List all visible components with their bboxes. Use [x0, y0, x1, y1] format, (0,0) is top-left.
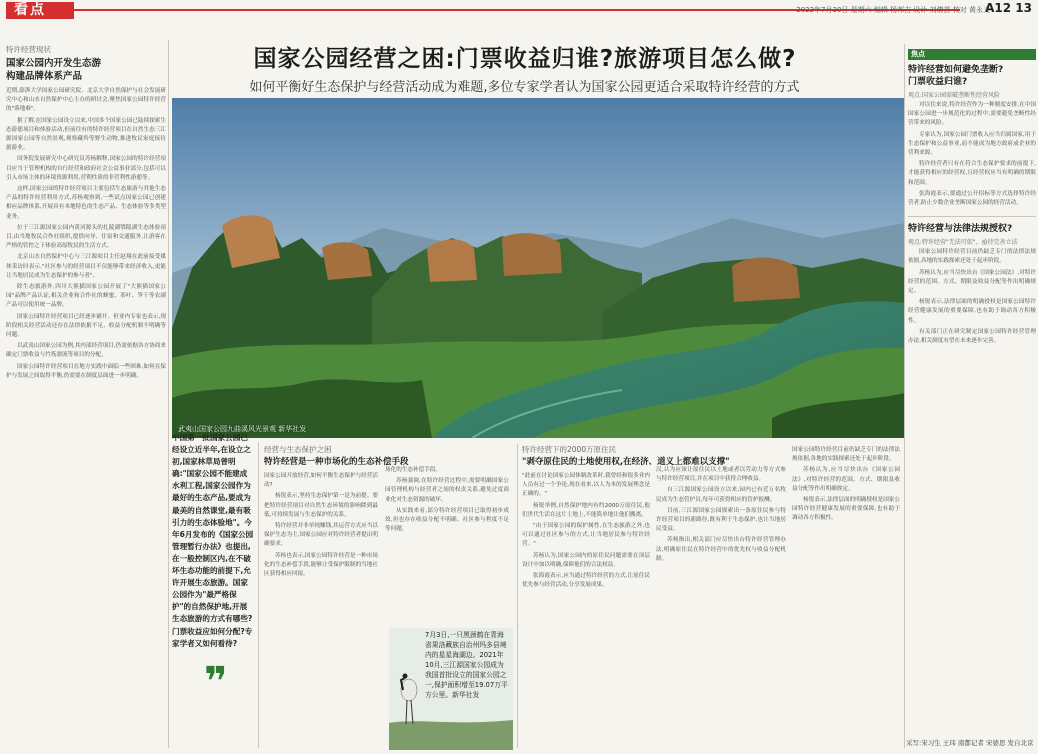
left-paragraph: 除生态旅游外,四川大熊猫国家公园开展了"大熊猫国家公园"品牌产品认证,相关企业和合作社的蜂蜜、茶叶、笋干等农副产品可以使用统一品牌。: [6, 284, 166, 309]
middle-a-paragraph: 国家公园开放经营,如何平衡生态保护与经营活动?: [264, 473, 378, 489]
right-q2-title: 特许经营与法律法规授权?: [908, 224, 1013, 235]
left-subhead-1: 国家公园内开发生态游: [6, 58, 102, 69]
left-paragraph: 以武夷山国家公园为例,其内部经营项目,仍需依据各方协商来确定门票收益与竹筏漂流等项目的分配。: [6, 343, 166, 359]
section-tag: 看点: [6, 2, 74, 19]
column-divider: [258, 442, 259, 748]
left-paragraph: 近期,澎湃大学国家公园研究院、北京大学自然保护与社会发展研究中心和山水自然保护中心主办的研讨会,聚焦国家公园特许经营的"落地难"。: [6, 88, 166, 113]
column-divider: [168, 40, 169, 748]
right-q1-paragraph: 专家认为,国家公园门票收入应当归属国家,用于生态保护和公益事业,而不能成为地方政府或企业的营利来源。: [908, 131, 1036, 157]
middle-a-subhead: 特许经营是一种市场化的生态补偿手段: [264, 457, 409, 467]
left-paragraph: 据了解,在国家公园设立以来,中国多个国家公园已陆续探索生态游憩项目和体验活动,但前往有的特许经营项目在自然生态三江源国家公园等自然景观,观察藏羚等野生动物,推进牧民家庭接待旅游业。: [6, 117, 166, 152]
left-paragraph: 这样,国家公园的特许经营项目主要包括生态旅游与其他生态产品的特许经营利用方式,苏杨观察到,一些试点国家公园已创建相应品牌体系,开展具有本地特色的生态产品、生态体验等多类型业务。: [6, 186, 166, 220]
left-paragraph: 国家公园特许经营项目在地方实践中面临一些困难,如何在保护与发展之间取得平衡,仍需要在制度层面进一步明确。: [6, 363, 166, 379]
middle-b-paragraph: 从实践来看,部分特许经营项目已取得初步成效,但也存在收益分配不明确、社区参与程度不足等问题。: [385, 507, 509, 533]
page-number: A12 13: [985, 1, 1032, 15]
middle-c-paragraph: 苏杨认为,国家公园内的原住民问题需要在顶层设计中加以明确,保障他们的合法权益。: [522, 552, 650, 568]
middle-a-paragraph: 苏杨也表示,国家公园特许经营是一种市场化的生态补偿手段,能够让受保护限制的当地社区获得相应回报。: [264, 552, 378, 578]
middle-d-paragraph: 自三江源国家公园设立以来,园内已有近万名牧民成为生态管护员,每年可获得相应的管护报酬。: [656, 487, 786, 503]
right-q1-paragraph: 张海霞表示,要通过公开招标等方式选择特许经营者,防止少数企业垄断国家公园的经营活动。: [908, 190, 1036, 207]
middle-d-paragraph: 目前,三江源国家公园探索出一条原住民参与特许经营项目的新路径,既有利于生态保护,也让当地居民受益。: [656, 507, 786, 533]
right-q1-paragraph: 对以往来说,特许经营作为一种制度安排,在中国国家公园进一步规范化的过程中,需要避免垄断性经营带来的风险。: [908, 102, 1036, 127]
middle-d-paragraph: 苏杨指出,相关部门应尽快出台特许经营管理办法,明确原住民在特许经营中的优先权与收益分配机制。: [656, 537, 786, 562]
middle-e-paragraph: 杨锐表示,法律层面的明确授权是国家公园特许经营健康发展的重要保障,也有助于调动各方积极性。: [792, 497, 900, 522]
middle-c-subhead: "剥夺原住民的土地使用权,在经济、道义上都难以支撑": [522, 457, 730, 467]
middle-c-kicker: 特许经营下的2000万原住民: [522, 445, 617, 454]
right-q2-paragraph: 苏杨认为,应当尽快出台《国家公园法》,对特许经营的范围、方式、期限及收益分配等作出明确规定。: [908, 269, 1036, 295]
right-q2-paragraph: 国家公园特许经营目前仍缺乏专门的法律法规依据,各地的实践探索还处于起步阶段。: [908, 249, 1036, 265]
middle-c-paragraph: "由于国家公园的保护属性,在生态旅游之外,也可以通过社区参与的方式,让当地居民参与特许经营。": [522, 523, 650, 548]
right-q1-title-2: 门票收益归谁?: [908, 77, 968, 87]
landscape-illustration: [172, 98, 905, 438]
column-divider: [517, 444, 518, 748]
headline-title: 国家公园经营之困:门票收益归谁?旅游项目怎么做?: [253, 46, 797, 72]
left-kicker: 特许经营现状: [6, 45, 51, 54]
middle-b-paragraph: 苏杨强调,在特许经营过程中,需要明确国家公园管理机构与经营者之间的权责关系,避免过度商业化对生态资源的破坏。: [385, 478, 509, 503]
middle-column-b: [385, 464, 509, 624]
crane-photo-caption: 7月3日,一只黑颈鹤在青海省果洛藏族自治州玛多县境内的星星海湖边。2021年10月,三江源国家公园成为我国首批设立的国家公园之一,保护面积增至19.07万平方公里。新华社发: [425, 631, 508, 699]
middle-e-paragraph: 苏杨认为,应当尽快出台《国家公园法》,对特许经营的范围、方式、期限及收益分配等作出明确规定。: [792, 467, 900, 492]
left-paragraph: 国务院发展研究中心研究员苏杨解释,国家公园的特许经营项目应当于管理机构的自行经营和政府社会公益事业部分,包括可以引入市场主体的环境资源利用,营利性质的非营利性游憩等。: [6, 156, 166, 181]
middle-column-a: [264, 444, 409, 748]
middle-column-d: [656, 464, 786, 748]
middle-a-paragraph: 特许经营并非单纯赚钱,其运营方式应当以保护生态为主,国家公园应对特许经营者提出明确要求。: [264, 523, 378, 548]
middle-c-paragraph: "此前在讨论国家公园体制改革时,我曾经和很多业内人员有过一个争论,现在看来,以人为本的发展理念是正确的。": [522, 473, 650, 498]
middle-c-paragraph: 杨锐举例,自然保护地内有约2000万原住民,他们世代生活在这片土地上,不能简单地让他们搬离。: [522, 502, 650, 518]
middle-e-paragraph: 国家公园特许经营目前仍缺乏专门的法律法规依据,各地的实践探索还处于起步阶段。: [792, 447, 900, 463]
middle-c-paragraph: 张海霞表示,应当通过特许经营的方式,让原住民优先参与经营活动,分享发展成果。: [522, 573, 650, 589]
right-q2-source: 观点:特许经营"无法可依"、亟待完善立法: [908, 239, 1018, 247]
headline-deck: 如何平衡好生态保护与经营活动成为难题,多位专家学者认为国家公园更适合采取特许经营的方式: [249, 80, 800, 95]
middle-column-e: [792, 444, 900, 748]
middle-b-paragraph: 场化的生态补偿手段。: [385, 467, 441, 473]
landscape-photo: [172, 98, 905, 438]
left-subhead-2: 构建品牌体系产品: [6, 71, 83, 82]
middle-d-paragraph: 汉,认为应该让原住民以土地或者以劳动力等方式参与特许经营项目,并在项目中获得合理收益。: [656, 467, 786, 483]
column-divider: [904, 44, 905, 748]
issue-line: 2022年7月30日 星期六 编辑 杨邦吉 设计 刘倩芸 校对 黄永义: [796, 6, 990, 14]
right-q1-paragraph: 特许经营者只有在符合生态保护要求的前提下,才能获得相应的经营权,且经营权应当有明确的期限和范围。: [908, 161, 1036, 186]
right-q1-source: 观点:国家公园需破垄断性经营风险: [908, 92, 1001, 99]
quote-mark-icon: ❞: [204, 659, 228, 705]
left-paragraph: 位于三江源国家公园内黄河源头的扎陵湖鄂陵湖生态体验项目,由当地牧民合作社组织,提供向导、住宿和交通服务,让游客在严格的管控之下体验高原牧民的生活方式。: [6, 224, 166, 250]
byline-credits: 采写:宋习生 王玮 南都记者 宋婆思 发自北京: [906, 739, 1034, 747]
callout-text: 中国第一批国家公园已经设立近半年,在设立之初,国家林草局曾明确:"国家公园不能建成水利工程,国家公园作为最好的生态产品,要成为最美的自然课堂,最有吸引力的生态体验地"。今年6月发布的《国家公园管理暂行办法》也提出,在一般控制区内,在不破坏生态功能的前提下,允许开展生态旅游。国家公园作为"最严格保护"的自然保护地,开展生态旅游的方式有哪些?门票收益应如何分配?专家学者又如何看待?: [172, 433, 254, 648]
left-paragraph: 北京山水自然保护中心与三江源项目主任赵翔在此前接受媒体采访时表示,"社区参与的经营项目不仅能够带来经济收入,更能让当地居民成为生态保护的参与者"。: [6, 254, 166, 279]
left-column: [6, 44, 166, 748]
right-divider: [908, 216, 1036, 217]
middle-a-kicker: 经营与生态保护之困: [264, 445, 332, 454]
right-q2-paragraph: 有关部门正在研究制定国家公园特许经营管理办法,相关制度有望在未来逐步完善。: [908, 328, 1036, 345]
right-section-tag: 焦点: [908, 49, 1036, 60]
photo-caption: 武夷山国家公园九曲溪风光景观 新华社发: [178, 425, 307, 433]
left-paragraph: 国家公园特许经营项目已经逐步铺开。但业内专家也表示,现阶段相关经营活动还存在法律依据不足、收益分配机制不明确等问题。: [6, 313, 166, 339]
right-column: [908, 64, 1036, 736]
right-q2-paragraph: 杨锐表示,法律层面的明确授权是国家公园特许经营健康发展的重要保障,也有助于调动各方积极性。: [908, 299, 1036, 324]
masthead: [0, 0, 1038, 20]
middle-a-paragraph: 杨锐表示,坚持生态保护第一是为前提。要把特许经营项目对自然生态环境的影响降到最低,可持续发展与生态保护的关系。: [264, 493, 378, 518]
right-q1-title-1: 特许经营如何避免垄断?: [908, 65, 1004, 75]
